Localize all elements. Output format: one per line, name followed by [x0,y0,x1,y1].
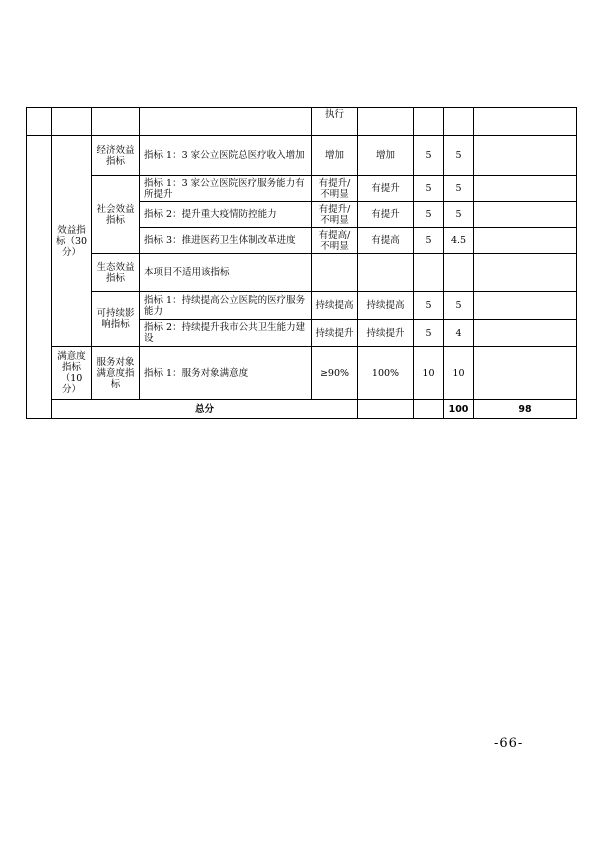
benefit-category: 效益指标（30分） [52,136,92,347]
total-label: 总分 [52,400,358,419]
table-row [27,136,577,176]
table-row [27,292,577,320]
table-row [27,176,577,202]
target-cell: 执行 [312,108,358,136]
indicator-cell: 本项目不适用该指标 [140,254,312,292]
table-row [27,254,577,292]
actual-cell: 有提高 [358,228,414,254]
actual-cell: 有提升 [358,176,414,202]
indicator-cell: 指标 1：3 家公立医院医疗服务能力有所提升 [140,176,312,202]
subcategory-cell: 社会效益指标 [92,176,140,254]
actual-cell: 持续提高 [358,292,414,320]
actual-cell: 100% [358,347,414,400]
target-cell: 持续提高 [312,292,358,320]
table-row [27,108,577,136]
indicator-cell: 指标 1：持续提高公立医院的医疗服务能力 [140,292,312,320]
subcategory-cell: 可持续影响指标 [92,292,140,347]
indicator-cell: 指标 1：服务对象满意度 [140,347,312,400]
weight-cell: 5 [414,176,444,202]
weight-cell: 10 [414,347,444,400]
cell [474,136,577,176]
cell [358,254,414,292]
score-cell: 5 [444,202,474,228]
cell [92,108,140,136]
weight-cell: 5 [414,292,444,320]
target-cell: 增加 [312,136,358,176]
cell [27,108,52,136]
cell [474,254,577,292]
cell [474,320,577,347]
subcategory-cell: 服务对象满意度指标 [92,347,140,400]
subcategory-cell: 经济效益指标 [92,136,140,176]
cell [474,292,577,320]
target-cell: 有提升/不明显 [312,176,358,202]
actual-cell: 有提升 [358,202,414,228]
cell [358,108,414,136]
target-cell: 有提升/不明显 [312,202,358,228]
score-cell: 5 [444,136,474,176]
score-cell: 4 [444,320,474,347]
indicator-cell: 指标 1：3 家公立医院总医疗收入增加 [140,136,312,176]
score-cell: 5 [444,292,474,320]
table-row [27,400,577,419]
cell [414,108,444,136]
total-weight: 100 [444,400,474,419]
performance-table [26,107,577,419]
indicator-cell: 指标 2：提升重大疫情防控能力 [140,202,312,228]
target-cell: ≥90% [312,347,358,400]
indicator-cell: 指标 3：推进医药卫生体制改革进度 [140,228,312,254]
cell [312,254,358,292]
category-cell [27,136,52,419]
page-number: -66- [494,736,524,751]
target-cell: 有提高/不明显 [312,228,358,254]
subcategory-cell: 生态效益指标 [92,254,140,292]
cell [474,176,577,202]
score-cell: 5 [444,176,474,202]
weight-cell: 5 [414,228,444,254]
target-cell: 持续提升 [312,320,358,347]
cell [474,108,577,136]
score-cell: 10 [444,347,474,400]
actual-cell: 持续提升 [358,320,414,347]
cell [140,108,312,136]
total-score: 98 [474,400,577,419]
weight-cell: 5 [414,320,444,347]
cell [444,108,474,136]
cell [414,400,444,419]
indicator-cell: 指标 2：持续提升我市公共卫生能力建设 [140,320,312,347]
satisfaction-category: 满意度指标（10分） [52,347,92,400]
score-cell: 4.5 [444,228,474,254]
cell [52,108,92,136]
cell [358,400,414,419]
weight-cell: 5 [414,136,444,176]
cell [474,202,577,228]
actual-cell: 增加 [358,136,414,176]
cell [474,228,577,254]
cell [414,254,444,292]
table-row [27,347,577,400]
weight-cell: 5 [414,202,444,228]
cell [474,347,577,400]
cell [444,254,474,292]
